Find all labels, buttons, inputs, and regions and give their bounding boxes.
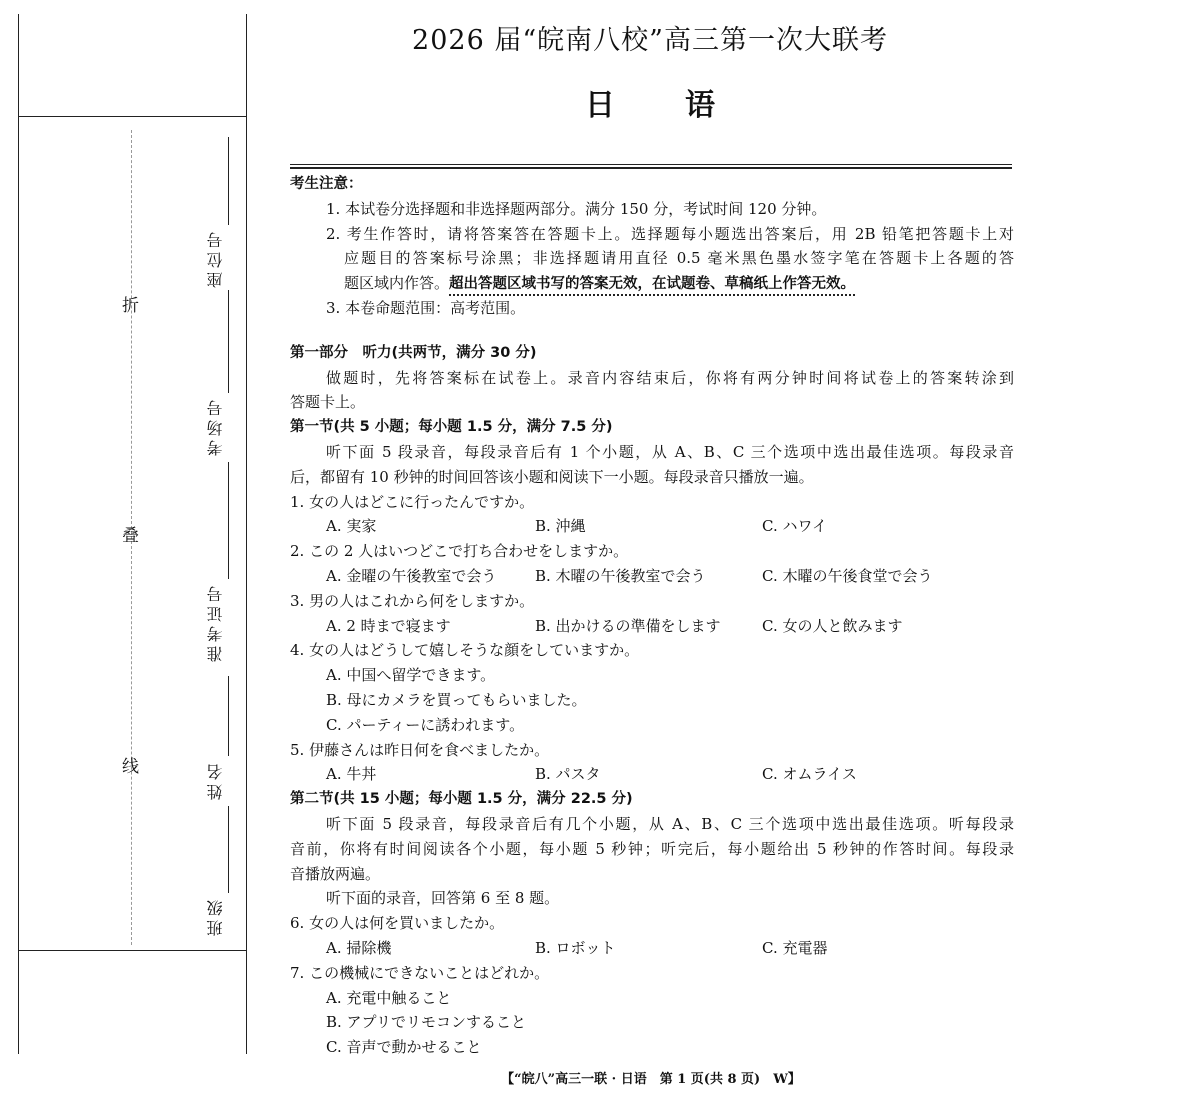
option-a: A. 掃除機 — [326, 938, 392, 957]
subject-title: 日语 — [585, 88, 785, 123]
field-class: 班级 — [206, 896, 225, 936]
option-c: C. 充電器 — [762, 938, 828, 957]
fold-char-3: 线 — [122, 757, 139, 777]
section2-intro-line-3: 音播放两遍。 — [290, 864, 381, 883]
field-seat-number: 座位号 — [206, 228, 225, 288]
option-a: A. 実家 — [326, 517, 377, 536]
notice-item-3: 3. 本卷命题范围：高考范围。 — [326, 298, 526, 317]
notice-warning-text: 超出答题区域书写的答案无效，在试题卷、草稿纸上作答无效。 — [449, 276, 856, 293]
option-c: C. パーティーに誘われます。 — [326, 715, 525, 734]
field-name: 姓名 — [206, 760, 225, 800]
question-stem: 1. 女の人はどこに行ったんですか。 — [290, 492, 535, 511]
section1-heading: 第一节(共 5 小题；每小题 1.5 分，满分 7.5 分) — [290, 419, 613, 436]
option-b: B. ロボット — [535, 938, 616, 957]
notice-item-1: 1. 本试卷分选择题和非选择题两部分。满分 150 分，考试时间 120 分钟。 — [326, 199, 827, 218]
field-seat-line[interactable] — [228, 137, 229, 225]
notice-item-2-line-3 — [290, 271, 1014, 296]
question-stem: 4. 女の人はどうして嬉しそうな顔をしていますか。 — [290, 641, 640, 660]
fold-char-2: 叠 — [122, 526, 139, 546]
option-b: B. 沖縄 — [535, 517, 586, 536]
option-c: C. 女の人と飲みます — [762, 616, 903, 635]
field-admission-line[interactable] — [228, 462, 229, 579]
section2-intro-line-1: 听下面 5 段录音，每段录音后有几个小题，从 A、B、C 三个选项中选出最佳选项。听每段录 — [326, 814, 1014, 833]
option-b: B. アプリでリモコンすること — [326, 1013, 526, 1032]
question-options — [290, 762, 1014, 787]
section2-lead: 听下面的录音，回答第 6 至 8 题。 — [326, 889, 560, 908]
header-rule-top — [290, 164, 1012, 165]
option-b: B. パスタ — [535, 765, 601, 784]
exam-content — [290, 172, 1014, 1060]
section2-intro-line-2: 音前，你将有时间阅读各个小题，每小题 5 秒钟；听完后，每小题给出 5 秒钟的作答时间。每段录 — [290, 839, 1014, 858]
option-b: B. 木曜の午後教室で会う — [535, 566, 706, 585]
option-a: A. 金曜の午後教室で会う — [326, 566, 497, 585]
notice-heading: 考生注意： — [290, 176, 363, 192]
option-c: C. ハワイ — [762, 517, 828, 536]
margin-left-border — [18, 14, 19, 1054]
option-b: B. 母にカメラを買ってもらいました。 — [326, 690, 587, 709]
option-b: B. 出かけるの準備をします — [535, 616, 721, 635]
part1-intro-line-2: 答题卡上。 — [290, 393, 366, 412]
question-options — [290, 564, 1014, 589]
option-c: C. 音声で動かせること — [326, 1038, 482, 1057]
field-class-line[interactable] — [228, 806, 229, 893]
field-room-line[interactable] — [228, 290, 229, 393]
part1-intro-line-1: 做题时，先将答案标在试卷上。录音内容结束后，你将有两分钟时间将试卷上的答案转涂到 — [326, 368, 1014, 387]
question-options — [290, 936, 1014, 961]
option-a: A. 充電中触ること — [326, 988, 452, 1007]
fold-char-1: 折 — [122, 296, 139, 316]
question-options — [290, 514, 1014, 539]
notice-item-2-line-2: 应题目的答案标号涂黑；非选择题请用直径 0.5 毫米黑色墨水签字笔在答题卡上各题的答 — [344, 249, 1014, 268]
notice-item-2-line-1: 2. 考生作答时，请将答案答在答题卡上。选择题每小题选出答案后，用 2B 铅笔把答题卡上对 — [326, 224, 1014, 243]
question-stem: 7. この機械にできないことはどれか。 — [290, 963, 550, 982]
section2-heading: 第二节(共 15 小题；每小题 1.5 分，满分 22.5 分) — [290, 791, 633, 808]
option-a: A. 牛丼 — [326, 765, 377, 784]
question-stem: 6. 女の人は何を買いましたか。 — [290, 914, 505, 933]
field-admission-number: 准考证号 — [206, 582, 225, 662]
question-stem: 3. 男の人はこれから何をしますか。 — [290, 591, 535, 610]
question-options — [290, 614, 1014, 639]
section1-intro-line-1: 听下面 5 段录音，每段录音后有 1 个小题，从 A、B、C 三个选项中选出最佳选项。每段录音 — [326, 442, 1014, 461]
field-room-number: 考场号 — [206, 396, 225, 456]
part1-heading: 第一部分 听力(共两节，满分 30 分) — [290, 344, 537, 361]
header-rule-bottom — [290, 167, 1012, 169]
option-c: C. オムライス — [762, 765, 857, 784]
margin-top-divider — [18, 116, 247, 117]
margin-bottom-divider — [18, 950, 247, 951]
section1-intro-line-2: 后，都留有 10 秒钟的时间回答该小题和阅读下一小题。每段录音只播放一遍。 — [290, 467, 814, 486]
notice-item-2-text: 题区域内作答。 — [344, 274, 450, 293]
question-stem: 5. 伊藤さんは昨日何を食べましたか。 — [290, 740, 550, 759]
option-c: C. 木曜の午後食堂で会う — [762, 566, 933, 585]
option-a: A. 中国へ留学できます。 — [326, 666, 496, 685]
margin-right-border — [246, 14, 247, 1054]
option-a: A. 2 時まで寝ます — [326, 616, 451, 635]
binding-margin — [0, 0, 250, 1099]
exam-title: 2026 届“皖南八校”高三第一次大联考 — [412, 25, 888, 56]
field-name-line[interactable] — [228, 676, 229, 756]
question-stem: 2. この 2 人はいつどこで打ち合わせをしますか。 — [290, 542, 629, 561]
page-footer: 【“皖八”高三一联 · 日语 第 1 页(共 8 页) W】 — [501, 1072, 801, 1087]
